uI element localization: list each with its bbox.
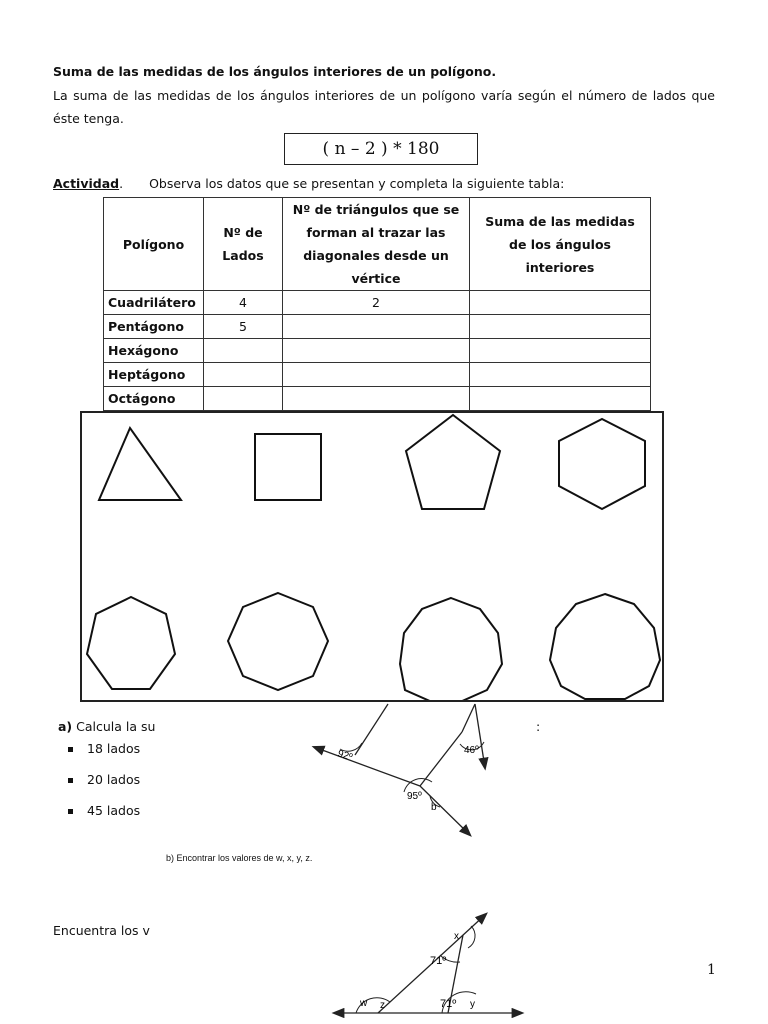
- page-number: 1: [707, 962, 716, 978]
- triangles-cell[interactable]: [283, 363, 470, 387]
- header-sides: Nº de Lados: [204, 198, 283, 291]
- sides-cell[interactable]: 5: [204, 315, 283, 339]
- decagon-shape: [550, 594, 660, 699]
- table-row: [104, 387, 651, 411]
- table-header-row: [104, 198, 651, 291]
- angle-label: 95º: [407, 791, 422, 802]
- pentagon-shape: [406, 415, 500, 509]
- angle-label: 71º: [440, 998, 457, 1010]
- angle-label: 46º: [464, 745, 479, 756]
- intro-paragraph: La suma de las medidas de los ángulos interiores de un polígono varía según el número de lados que éste tenga.: [53, 88, 715, 126]
- triangles-cell[interactable]: [283, 387, 470, 411]
- angle-figure-b: [328, 908, 528, 1024]
- nonagon-shape: [400, 598, 502, 700]
- polygon-name: Octágono: [104, 387, 204, 411]
- octagon-outline: [228, 593, 328, 690]
- triangles-cell[interactable]: [283, 315, 470, 339]
- polygon-name: Pentágono: [104, 315, 204, 339]
- formula-box: ( n – 2 ) * 180: [284, 133, 478, 165]
- question-a-text: Calcula la su: [76, 719, 156, 734]
- angle-label: 71º: [430, 955, 447, 967]
- polygon-name: Heptágono: [104, 363, 204, 387]
- activity-label: Actividad: [53, 176, 120, 191]
- section-title: Suma de las medidas de los ángulos interiores de un polígono.: [53, 64, 497, 79]
- sides-cell[interactable]: [204, 387, 283, 411]
- angle-label: x: [454, 931, 459, 942]
- polygon-name: Cuadrilátero: [104, 291, 204, 315]
- triangle-shape: [99, 428, 181, 500]
- header-triangles: Nº de triángulos que se forman al trazar las diagonales desde un vértice: [283, 198, 470, 291]
- bullet-icon: [68, 809, 73, 814]
- activity-instruction: Observa los datos que se presentan y completa la siguiente tabla:: [149, 176, 565, 191]
- triangles-cell[interactable]: 2: [283, 291, 470, 315]
- sum-cell[interactable]: [470, 363, 651, 387]
- triangles-cell[interactable]: [283, 339, 470, 363]
- sum-cell[interactable]: [470, 339, 651, 363]
- sides-cell[interactable]: [204, 363, 283, 387]
- angle-label: z: [380, 1000, 385, 1011]
- sides-cell[interactable]: [204, 339, 283, 363]
- angle-figure-a: [300, 702, 500, 842]
- sum-cell[interactable]: [470, 387, 651, 411]
- angle-label: b: [431, 802, 437, 813]
- list-item: 20 lados: [68, 772, 140, 787]
- find-values-text: Encuentra los v: [53, 923, 150, 938]
- question-b: b) Encontrar los valores de w, x, y, z.: [166, 853, 313, 863]
- bullet-icon: [68, 778, 73, 783]
- question-a-label: a): [58, 719, 73, 734]
- polygon-table: [103, 197, 651, 411]
- angle-label: 92º: [336, 748, 354, 764]
- header-angle-sum: Suma de las medidas de los ángulos interiores: [470, 198, 651, 291]
- table-row: [104, 315, 651, 339]
- activity-line: Actividad. Observa los datos que se presentan y completa la siguiente tabla:: [53, 176, 565, 191]
- question-a: [58, 719, 155, 734]
- sides-cell[interactable]: 4: [204, 291, 283, 315]
- table-row: [104, 339, 651, 363]
- polygon-name: Hexágono: [104, 339, 204, 363]
- square-shape: [255, 434, 321, 500]
- table-row: [104, 291, 651, 315]
- octagon-shape: [223, 592, 327, 699]
- bullet-icon: [68, 747, 73, 752]
- polygon-shapes-panel: [80, 411, 664, 702]
- sum-cell[interactable]: [470, 315, 651, 339]
- question-a-colon: :: [536, 719, 541, 734]
- angle-label: y: [470, 999, 475, 1010]
- heptagon-shape: [87, 597, 175, 689]
- header-polygon: Polígono: [104, 198, 204, 291]
- sum-cell[interactable]: [470, 291, 651, 315]
- angle-label: w: [360, 998, 368, 1009]
- hexagon-shape: [559, 419, 645, 509]
- polygon-shapes-drawing: [82, 413, 662, 700]
- table-row: [104, 363, 651, 387]
- list-item: 18 lados: [68, 741, 140, 756]
- list-item: 45 lados: [68, 803, 140, 818]
